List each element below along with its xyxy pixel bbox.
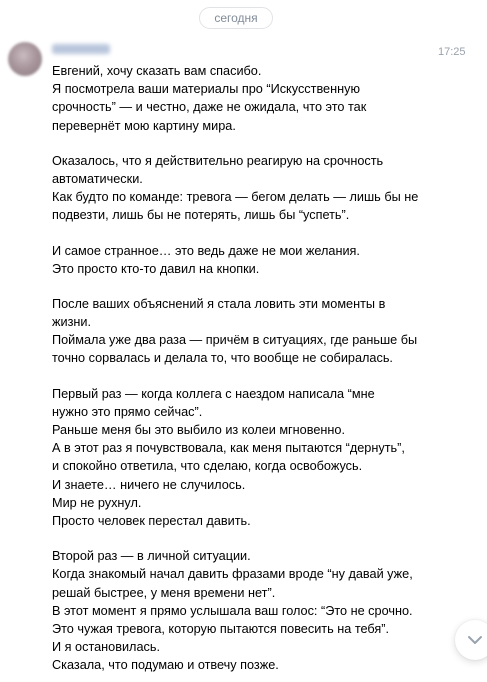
message-line: И я остановилась.: [52, 640, 160, 655]
message-line: жизни.: [52, 315, 92, 330]
message-line: Второй раз — в личной ситуации.: [52, 549, 251, 564]
paragraph-gap: [52, 368, 472, 385]
message-line: перевернёт мою картину мира.: [52, 118, 236, 133]
message-text: [52, 62, 472, 674]
message-line: нужно это прямо сейчас”.: [52, 404, 203, 419]
message-line: И знаете… ничего не случилось.: [52, 477, 246, 492]
message-line: Сказала, что подумаю и отвечу позже.: [52, 658, 279, 673]
sender-name[interactable]: [52, 44, 110, 54]
message-line: точно сорвалась и делала то, что вообще не собиралась.: [52, 351, 393, 366]
message-line: Когда знакомый начал давить фразами вроде “ну давай уже,: [52, 567, 413, 582]
message-line: подвезти, лишь бы не потерять, лишь бы “успеть”.: [52, 208, 350, 223]
message-line: А в этот раз я почувствовала, как меня пытаются “дернуть”,: [52, 441, 405, 456]
message-line: и спокойно ответила, что сделаю, когда освобожусь.: [52, 459, 363, 474]
scroll-down-button[interactable]: [455, 620, 487, 660]
paragraph-gap: [52, 225, 472, 242]
message-line: автоматически.: [52, 171, 143, 186]
paragraph-gap: [52, 530, 472, 547]
message-line: Евгений, хочу сказать вам спасибо.: [52, 64, 262, 78]
message-line: Я посмотрела ваши материалы про “Искусственную: [52, 82, 360, 97]
bottom-fade: [0, 672, 487, 682]
message-line: срочность” — и честно, даже не ожидала, что это так: [52, 100, 367, 115]
chevron-down-icon: [467, 634, 483, 646]
paragraph-gap: [52, 278, 472, 295]
message-line: После ваших объяснений я стала ловить эти моменты в: [52, 296, 386, 311]
message-line: В этот момент я прямо услышала ваш голос: “Это не срочно.: [52, 603, 413, 618]
message-line: Это просто кто-то давил на кнопки.: [52, 261, 260, 276]
message-line: Поймала уже два раза — причём в ситуациях, где раньше бы: [52, 333, 418, 348]
message-line: Просто человек перестал давить.: [52, 513, 251, 528]
message-line: Оказалось, что я действительно реагирую на срочность: [52, 153, 384, 168]
message-time: 17:25: [438, 46, 466, 58]
message-line: Мир не рухнул.: [52, 495, 142, 510]
paragraph-gap: [52, 135, 472, 152]
message-line: Как будто по команде: тревога — бегом делать — лишь бы не: [52, 190, 419, 205]
avatar[interactable]: [8, 42, 42, 76]
message-line: Первый раз — когда коллега с наездом написала “мне: [52, 386, 375, 401]
message-line: Раньше меня бы это выбило из колеи мгновенно.: [52, 423, 345, 437]
message-line: И самое странное… это ведь даже не мои желания.: [52, 243, 360, 258]
message-line: Это чужая тревога, которую пытаются повесить на тебя”.: [52, 621, 390, 636]
message-line: решай быстрее, у меня времени нет”.: [52, 585, 276, 600]
date-separator: сегодня: [199, 7, 273, 29]
